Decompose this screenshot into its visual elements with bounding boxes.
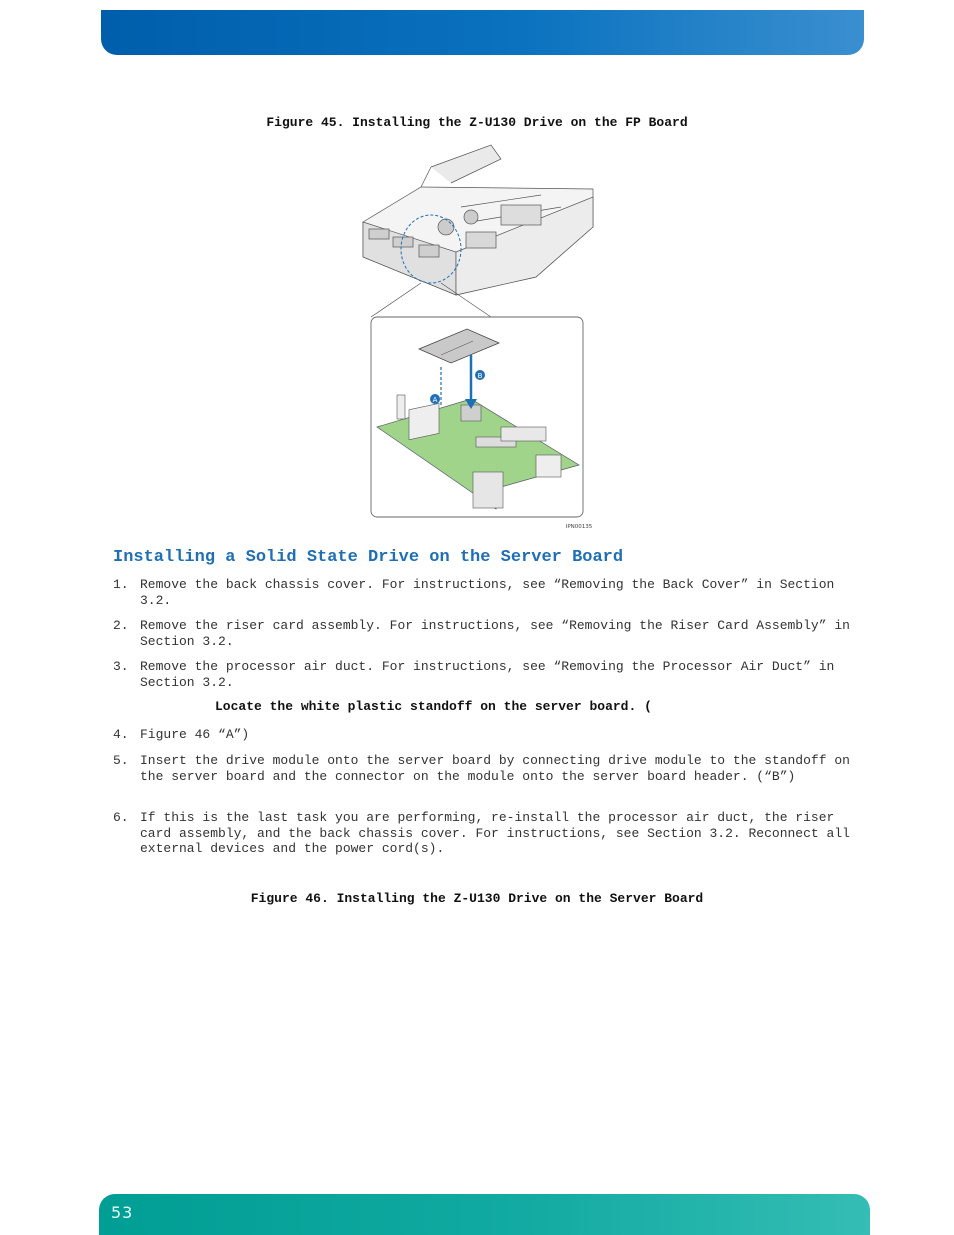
- figure-45-illustration: [361, 137, 601, 532]
- standoff-instruction: Locate the white plastic standoff on the server board. (: [215, 699, 652, 714]
- list-text: Figure 46 “A”): [140, 727, 250, 742]
- list-number: 6.: [113, 810, 129, 825]
- list-text: Remove the back chassis cover. For instructions, see “Removing the Back Cover” in Section 3.2.: [140, 577, 835, 608]
- list-number: 2.: [113, 618, 129, 633]
- list-number: 5.: [113, 753, 129, 768]
- list-text: Remove the riser card assembly. For instructions, see “Removing the Riser Card Assembly” in Section 3.2.: [140, 618, 850, 649]
- part-code: IPN00135: [565, 524, 593, 530]
- callout-b-label: B: [477, 372, 483, 380]
- page-number: 53: [111, 1203, 134, 1222]
- list-text: Remove the processor air duct. For instructions, see “Removing the Processor Air Duct” in Section 3.2.: [140, 659, 835, 690]
- header-bar: [101, 10, 864, 55]
- list-text: If this is the last task you are performing, re-install the processor air duct, the riser card assembly, and the back chassis cover. For instructions, see Section 3.2. Reconnect all external devices and the power cord(s).: [140, 810, 850, 857]
- figure-45-caption: Figure 45. Installing the Z-U130 Drive on the FP Board: [266, 115, 688, 130]
- server-chassis: [363, 145, 593, 295]
- list-number: 3.: [113, 659, 129, 674]
- figure-46-caption: Figure 46. Installing the Z-U130 Drive on the Server Board: [250, 891, 704, 906]
- section-title: Installing a Solid State Drive on the Server Board: [113, 548, 624, 567]
- list-number: 4.: [113, 727, 129, 742]
- callout-a-label: A: [432, 396, 438, 404]
- footer-bar: [99, 1194, 870, 1235]
- list-number: 1.: [113, 577, 129, 592]
- list-text: Insert the drive module onto the server board by connecting drive module to the standoff on the server board and the connector on the module onto the server board header. (“B”): [140, 753, 850, 784]
